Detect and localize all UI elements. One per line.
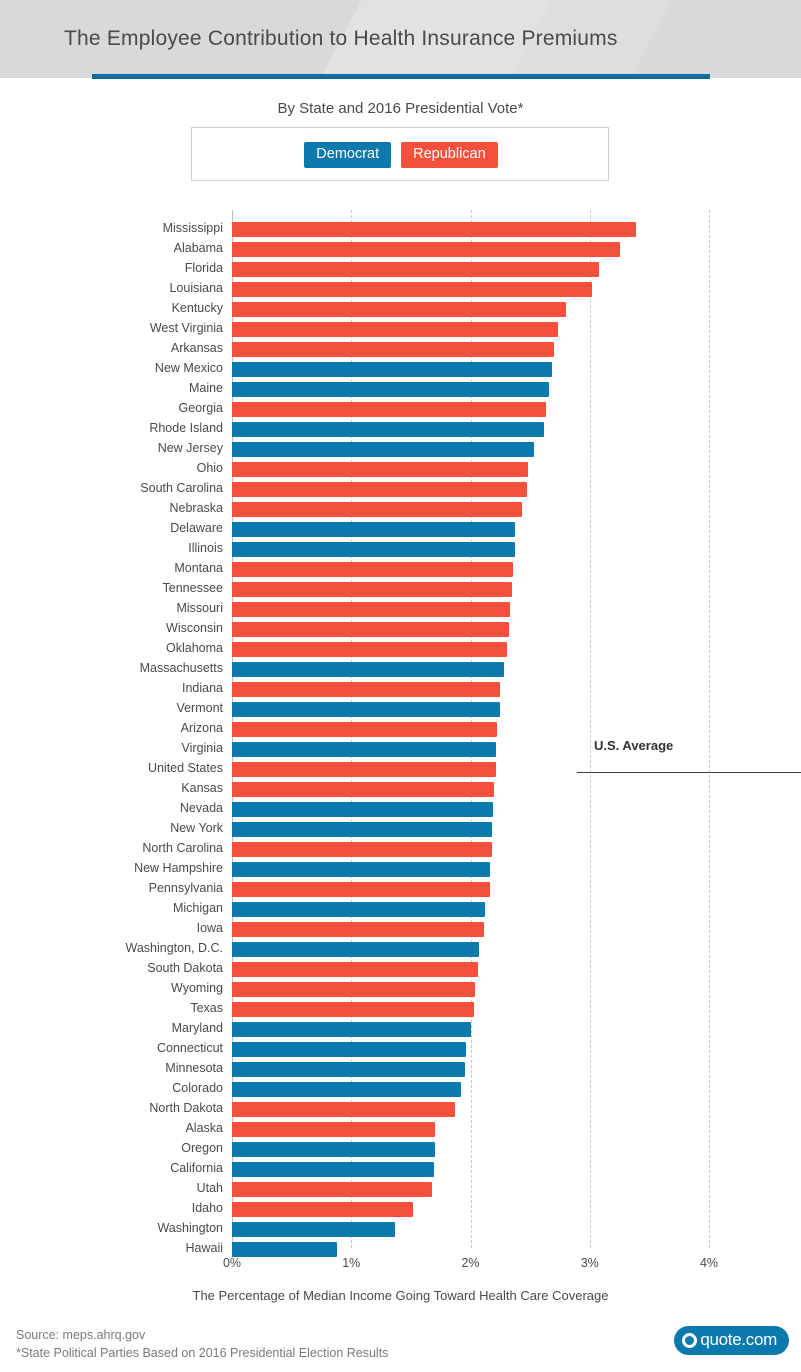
bar-category-label: Kansas xyxy=(181,781,223,795)
footnote-text: *State Political Parties Based on 2016 Presidential Election Results xyxy=(16,1346,389,1360)
bar-row xyxy=(139,660,709,680)
bar-category-label: Kentucky xyxy=(171,301,223,315)
bar-category-label: Maryland xyxy=(171,1021,223,1035)
bar xyxy=(232,682,500,697)
bar xyxy=(232,402,546,417)
bar-row xyxy=(181,680,709,700)
bar-category-label: Tennessee xyxy=(162,581,223,595)
bar xyxy=(232,1122,435,1137)
bar-row xyxy=(169,500,709,520)
bar-category-label: Washington xyxy=(157,1221,223,1235)
bar-row xyxy=(172,1080,709,1100)
x-tick-label: 4% xyxy=(699,1256,719,1270)
bar-category-label: Alaska xyxy=(185,1121,223,1135)
bar xyxy=(232,582,512,597)
bar-row xyxy=(176,700,709,720)
bar xyxy=(232,862,490,877)
bar xyxy=(232,442,534,457)
bar-category-label: Iowa xyxy=(196,921,223,935)
bar-row xyxy=(181,1140,709,1160)
bar xyxy=(232,782,494,797)
bar-row xyxy=(174,560,709,580)
gridline-4% xyxy=(709,210,710,1248)
header-underline xyxy=(92,74,710,79)
bar xyxy=(232,1162,434,1177)
chart-container xyxy=(0,198,801,1303)
bar xyxy=(232,262,599,277)
bar-row xyxy=(179,800,709,820)
bar-row xyxy=(188,540,709,560)
bar-category-label: Colorado xyxy=(172,1081,223,1095)
bar xyxy=(232,342,554,357)
bar-category-label: Alabama xyxy=(173,241,223,255)
bar-category-label: Idaho xyxy=(191,1201,223,1215)
quote-com-logo[interactable] xyxy=(674,1326,789,1355)
bar xyxy=(232,1142,435,1157)
bar xyxy=(232,382,549,397)
bar-row xyxy=(169,280,709,300)
bar-row xyxy=(166,640,709,660)
bar-row xyxy=(170,1160,709,1180)
bar xyxy=(232,242,620,257)
bar-category-label: Michigan xyxy=(172,901,223,915)
x-tick-label: 3% xyxy=(580,1256,599,1270)
bar xyxy=(232,222,636,237)
bar xyxy=(232,1182,432,1197)
bar-category-label: South Carolina xyxy=(140,481,223,495)
bar xyxy=(232,642,507,657)
bar xyxy=(232,922,484,937)
bar-row xyxy=(171,300,709,320)
bar xyxy=(232,1102,455,1117)
bar-category-label: Maine xyxy=(188,381,223,395)
bar-row xyxy=(148,880,709,900)
bar-category-label: North Dakota xyxy=(149,1101,223,1115)
bar-row xyxy=(188,380,709,400)
bar-category-label: United States xyxy=(147,761,223,775)
bar xyxy=(232,1022,471,1037)
bar-row xyxy=(154,360,709,380)
bar xyxy=(232,742,496,757)
bar-category-label: Delaware xyxy=(170,521,223,535)
bar xyxy=(232,282,592,297)
bar-category-label: South Dakota xyxy=(147,961,223,975)
bar xyxy=(232,562,513,577)
bar-row xyxy=(196,920,709,940)
bar-category-label: Washington, D.C. xyxy=(125,941,223,955)
x-tick-label: 2% xyxy=(461,1256,480,1270)
bar xyxy=(232,1202,413,1217)
bar-category-label: Missouri xyxy=(176,601,223,615)
bar xyxy=(232,302,566,317)
bar-row xyxy=(165,1060,709,1080)
bar-category-label: Virginia xyxy=(181,741,223,755)
bar-row xyxy=(170,520,709,540)
bar-row xyxy=(181,780,709,800)
bar-row xyxy=(140,480,709,500)
bar xyxy=(232,702,500,717)
bar-row xyxy=(171,980,709,1000)
legend-item-democrat: Democrat xyxy=(304,142,391,168)
bar xyxy=(232,762,496,777)
bar-row xyxy=(149,320,709,340)
bar-row xyxy=(149,420,709,440)
bar xyxy=(232,962,478,977)
bar xyxy=(232,882,490,897)
bar-row xyxy=(171,1020,709,1040)
chart-subtitle: By State and 2016 Presidential Vote* xyxy=(277,100,524,117)
bar xyxy=(232,322,558,337)
bar-category-label: Massachusetts xyxy=(139,661,223,675)
bar-category-label: New Mexico xyxy=(154,361,223,375)
logo-text: quote.com xyxy=(700,1330,777,1349)
bar xyxy=(232,542,515,557)
bar-row xyxy=(142,840,709,860)
bar-category-label: Oklahoma xyxy=(166,641,223,655)
bar-category-label: New Jersey xyxy=(157,441,223,455)
bar-category-label: Vermont xyxy=(176,701,223,715)
bar-row xyxy=(185,1120,709,1140)
bar-category-label: Nevada xyxy=(179,801,223,815)
bar xyxy=(232,482,527,497)
bar-category-label: Pennsylvania xyxy=(148,881,223,895)
bar-category-label: Indiana xyxy=(181,681,223,695)
bar-category-label: New Hampshire xyxy=(134,861,223,875)
bar-category-label: Wisconsin xyxy=(166,621,223,635)
bar-row xyxy=(190,1000,709,1020)
bar xyxy=(232,902,485,917)
bar-row xyxy=(125,940,709,960)
bar-category-label: Utah xyxy=(196,1181,223,1195)
bar-row xyxy=(173,240,709,260)
bar-row xyxy=(162,220,709,240)
bar xyxy=(232,1002,474,1017)
bar-category-label: Connecticut xyxy=(156,1041,223,1055)
x-axis-label: The Percentage of Median Income Going Toward Health Care Coverage xyxy=(192,1288,609,1303)
bar xyxy=(232,662,504,677)
us-average-label: U.S. Average xyxy=(594,738,674,753)
bar-category-label: Ohio xyxy=(196,461,223,475)
bar xyxy=(232,362,552,377)
bar-row xyxy=(196,460,709,480)
bar-category-label: West Virginia xyxy=(149,321,223,335)
bar xyxy=(232,522,515,537)
bar-row xyxy=(134,860,709,880)
bar xyxy=(232,842,492,857)
bar xyxy=(232,802,493,817)
bar-category-label: Louisiana xyxy=(169,281,223,295)
plot-area xyxy=(125,210,709,1255)
bar-row xyxy=(156,1040,709,1060)
bar-row xyxy=(191,1200,709,1220)
bar-row xyxy=(178,400,709,420)
bar xyxy=(232,1062,465,1077)
bar xyxy=(232,622,509,637)
bar xyxy=(232,502,522,517)
bar xyxy=(232,722,497,737)
bar-category-label: Illinois xyxy=(188,541,223,555)
bar xyxy=(232,1042,466,1057)
source-text: Source: meps.ahrq.gov xyxy=(16,1328,146,1342)
bar-row xyxy=(184,260,709,280)
bar-category-label: Georgia xyxy=(178,401,223,415)
bar-category-label: Rhode Island xyxy=(149,421,223,435)
bar xyxy=(232,942,479,957)
bar-category-label: Arizona xyxy=(180,721,223,735)
bar-row xyxy=(147,960,709,980)
bar xyxy=(232,1082,461,1097)
bar-row xyxy=(157,1220,709,1240)
bar-category-label: North Carolina xyxy=(142,841,223,855)
bar xyxy=(232,462,528,477)
bar-row xyxy=(172,900,709,920)
page-title: The Employee Contribution to Health Insurance Premiums xyxy=(64,27,618,50)
page-header xyxy=(0,0,801,78)
bar xyxy=(232,602,510,617)
bar xyxy=(232,1222,395,1237)
bar-category-label: Texas xyxy=(190,1001,223,1015)
bar-row xyxy=(149,1100,709,1120)
logo-ring-icon xyxy=(682,1333,697,1348)
bar-row xyxy=(196,1180,709,1200)
bar-row xyxy=(170,820,709,840)
bar-row xyxy=(162,580,709,600)
bar-category-label: Nebraska xyxy=(169,501,223,515)
bar-row xyxy=(166,620,709,640)
bar-category-label: New York xyxy=(170,821,223,835)
bar-category-label: California xyxy=(170,1161,223,1175)
bar-category-label: Florida xyxy=(184,261,223,275)
us-average-line xyxy=(577,772,801,773)
bar-category-label: Arkansas xyxy=(170,341,223,355)
bar-category-label: Minnesota xyxy=(165,1061,223,1075)
bar-category-label: Oregon xyxy=(181,1141,223,1155)
x-axis-ticks xyxy=(222,1256,719,1276)
bar-category-label: Wyoming xyxy=(171,981,223,995)
x-tick-label: 0% xyxy=(222,1256,242,1270)
x-tick-label: 1% xyxy=(342,1256,361,1270)
bar-row xyxy=(180,720,709,740)
legend-item-republican: Republican xyxy=(401,142,498,168)
legend xyxy=(191,127,609,181)
bar xyxy=(232,982,475,997)
bar-row xyxy=(147,760,709,780)
bar xyxy=(232,1242,337,1257)
bar xyxy=(232,822,492,837)
bar xyxy=(232,422,544,437)
bar-row xyxy=(170,340,709,360)
bar-row xyxy=(176,600,709,620)
bar-category-label: Mississippi xyxy=(162,221,223,235)
bar-category-label: Hawaii xyxy=(185,1241,223,1255)
bar-row xyxy=(157,440,709,460)
bar-category-label: Montana xyxy=(174,561,223,575)
